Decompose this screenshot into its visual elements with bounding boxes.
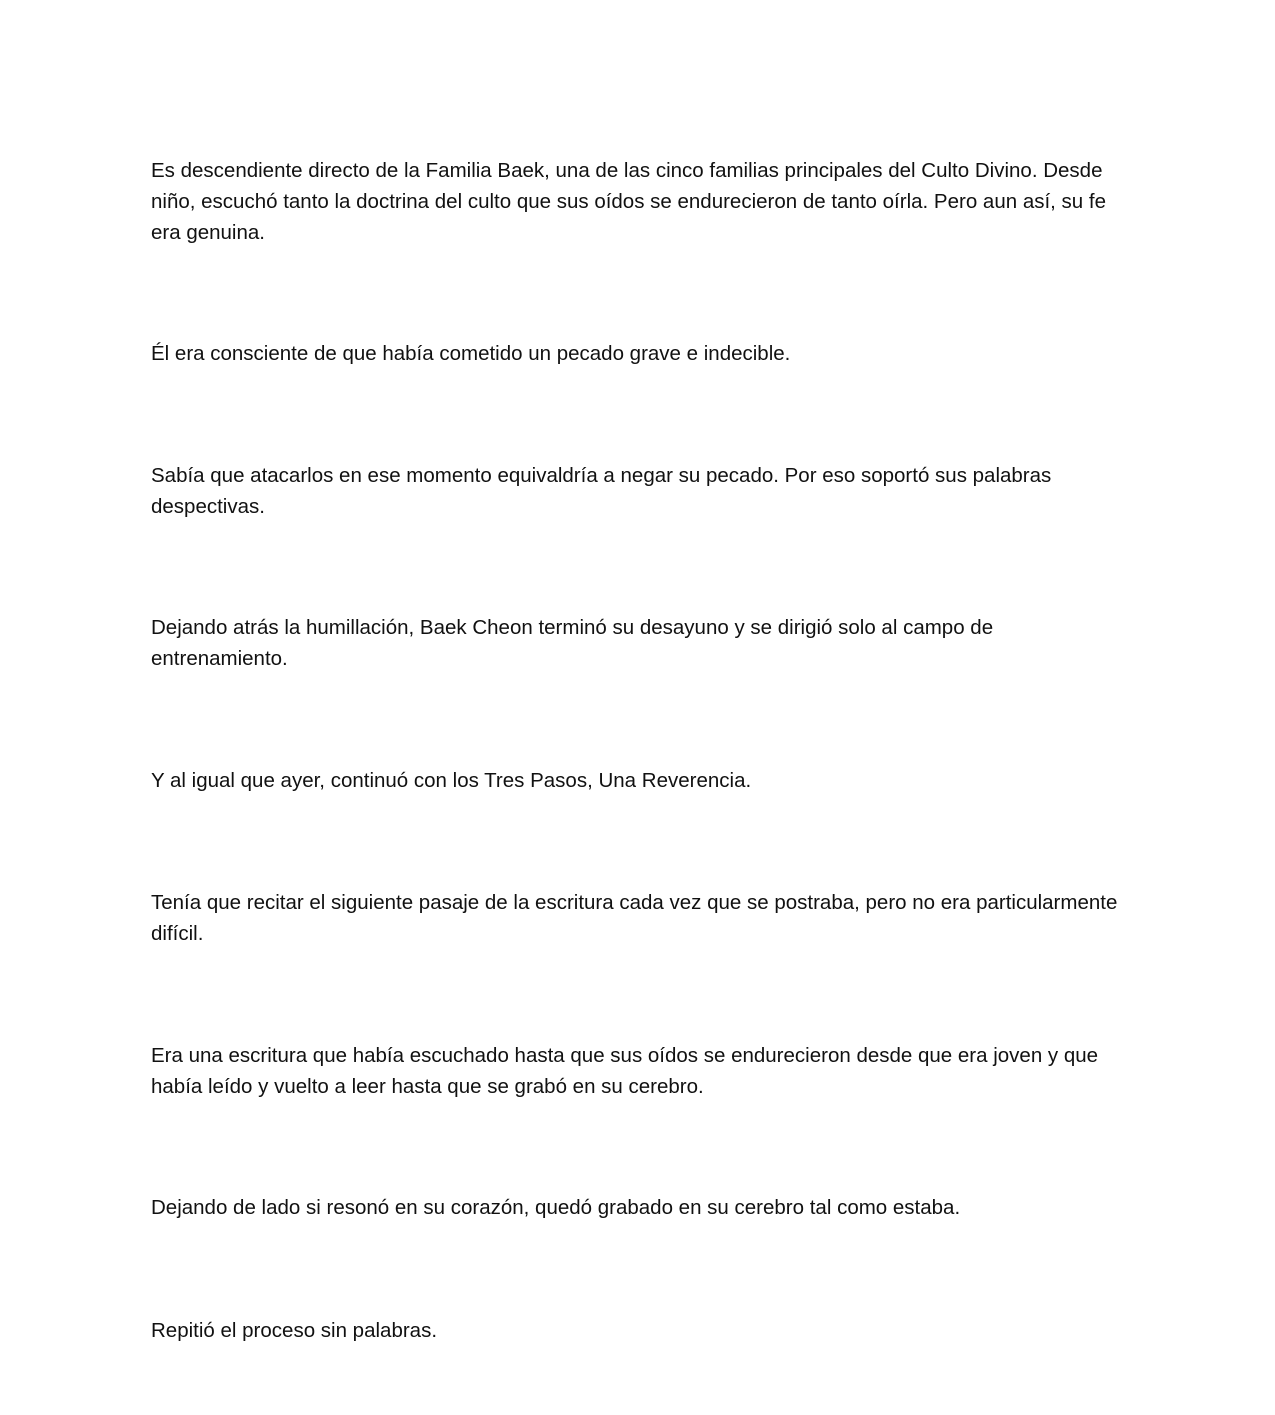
paragraph: Dejando atrás la humillación, Baek Cheon terminó su desayuno y se dirigió solo al campo de entrenamiento. [151, 616, 994, 670]
paragraph: Dejando de lado si resonó en su corazón, quedó grabado en su cerebro tal como estaba. [151, 1196, 961, 1219]
paragraph: Es descendiente directo de la Familia Baek, una de las cinco familias principales del Culto Divino. Desde niño, escuchó tanto la doctrina del culto que sus oídos se endurecieron de tanto oírla. Pero aun así, su fe era genuina. [151, 159, 1107, 244]
paragraph: Sabía que atacarlos en ese momento equivaldría a negar su pecado. Por eso soportó sus palabras despectivas. [151, 464, 1052, 518]
paragraph: Y al igual que ayer, continuó con los Tres Pasos, Una Reverencia. [151, 769, 752, 792]
paragraph: Era una escritura que había escuchado hasta que sus oídos se endurecieron desde que era joven y que había leído y vuelto a leer hasta que se grabó en su cerebro. [151, 1044, 1099, 1098]
paragraph: Tenía que recitar el siguiente pasaje de la escritura cada vez que se postraba, pero no era particularmente difícil. [151, 891, 1118, 945]
paragraph: Él era consciente de que había cometido un pecado grave e indecible. [151, 342, 791, 365]
paragraph: Repitió el proceso sin palabras. [151, 1319, 438, 1342]
